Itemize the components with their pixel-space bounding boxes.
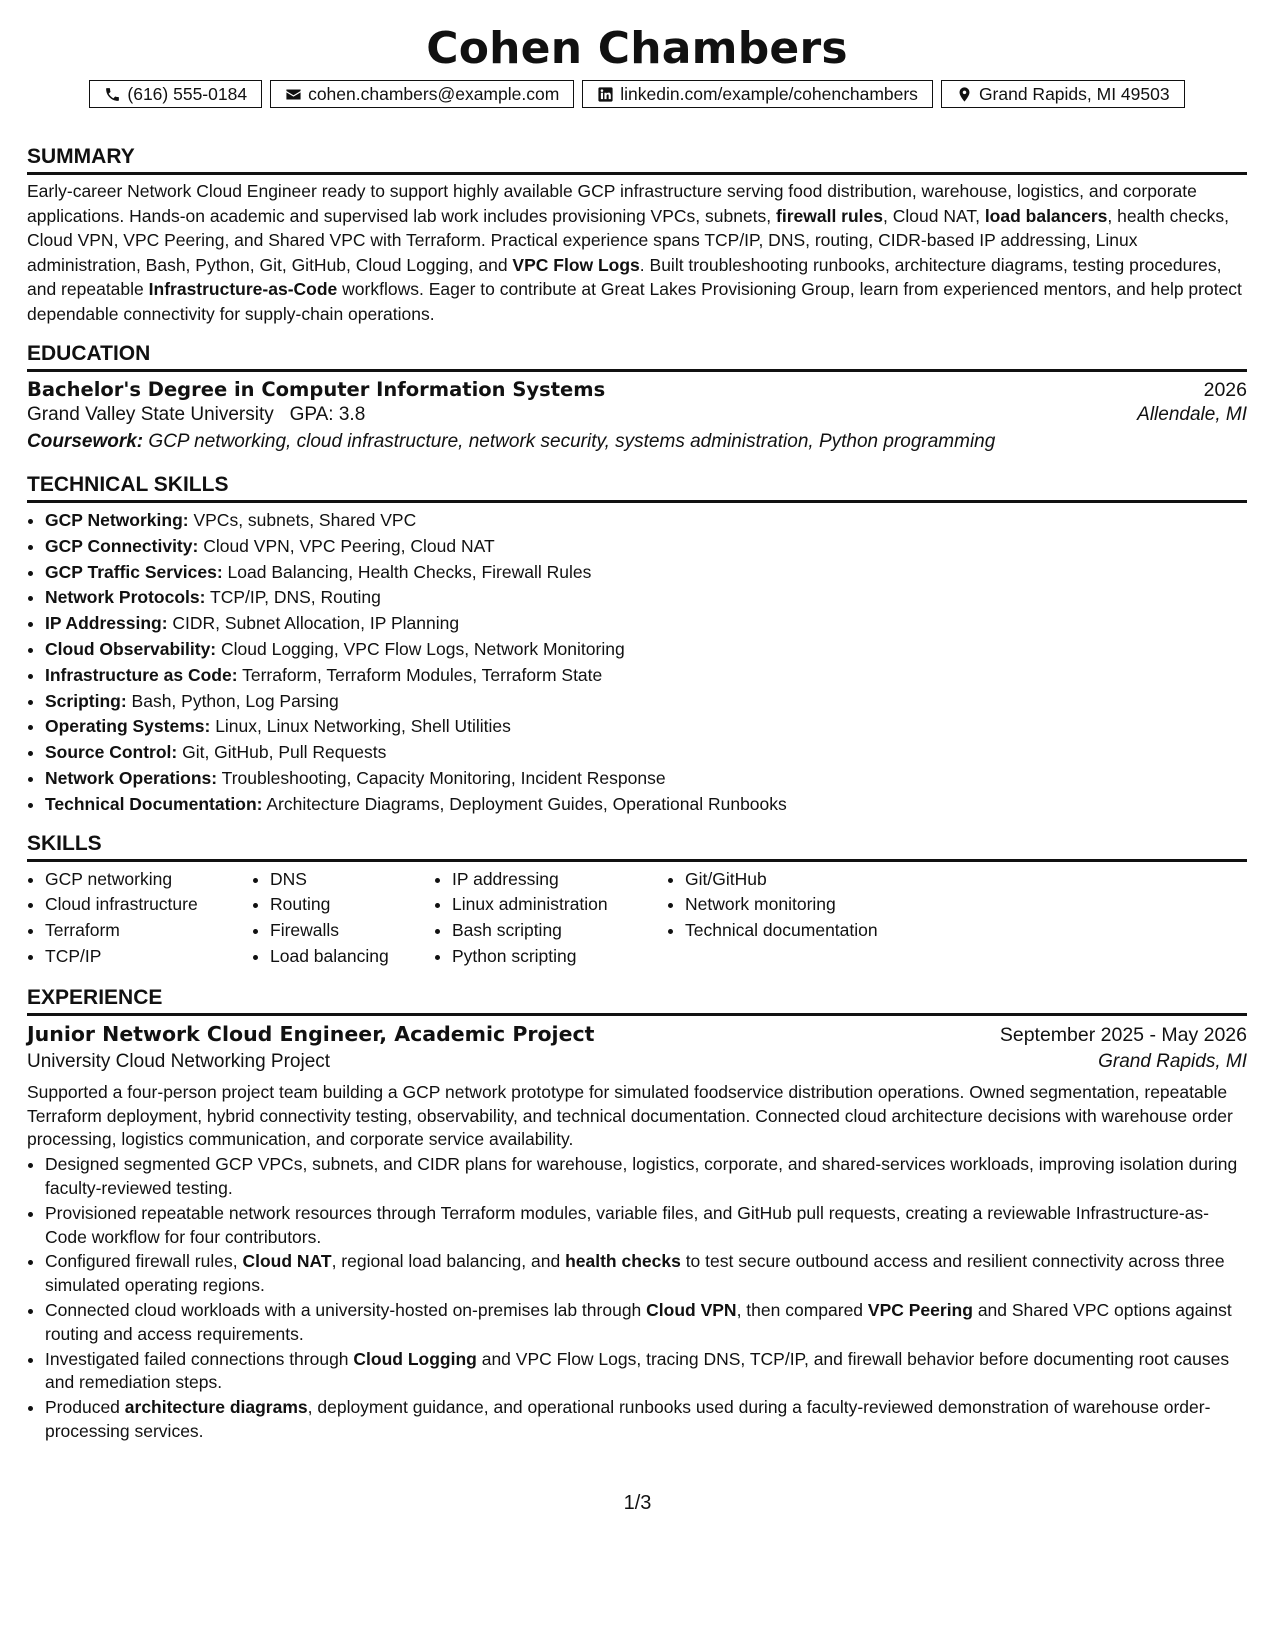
experience-description: Supported a four-person project team building a GCP network prototype for simulated foodservice distribution operations. Owned segmentation, repeatable Terraform deployment, hybrid connectivity testing, observability, and technical documentation. Connected cloud architecture decisions with warehouse order processing, logistics communication, and corporate service availability. [27, 1081, 1233, 1150]
list-item: • Cloud infrastructure [45, 892, 252, 918]
list-item: • GCP Connectivity: Cloud VPN, VPC Peering, Cloud NAT [45, 534, 1247, 560]
section-heading-experience: EXPERIENCE [27, 985, 1247, 1016]
list-item: • Linux administration [452, 892, 667, 918]
page-number: 1/3 [623, 1492, 652, 1514]
list-item: • Routing [270, 892, 434, 918]
technical-skills-section [27, 472, 1247, 818]
location-text: Grand Rapids, MI 49503 [978, 83, 1170, 104]
summary-section [27, 144, 1247, 326]
school-location: Allendale, MI [1137, 404, 1247, 425]
linkedin-text: linkedin.com/example/cohenchambers [620, 83, 918, 104]
linkedin-icon [597, 86, 614, 103]
list-item: • Designed segmented GCP VPCs, subnets, and CIDR plans for warehouse, logistics, corporate, and shared-services workloads, improving isolation during faculty-reviewed testing. [45, 1153, 1247, 1201]
list-item: • Infrastructure as Code: Terraform, Terraform Modules, Terraform State [45, 663, 1247, 689]
map-pin-icon [956, 86, 973, 103]
section-heading-summary: SUMMARY [27, 144, 1247, 175]
list-item: • Python scripting [452, 944, 667, 970]
list-item: • IP Addressing: CIDR, Subnet Allocation, IP Planning [45, 611, 1247, 637]
section-heading-technical-skills: TECHNICAL SKILLS [27, 472, 1247, 503]
list-item: • TCP/IP [45, 944, 252, 970]
list-item: • GCP Traffic Services: Load Balancing, Health Checks, Firewall Rules [45, 560, 1247, 586]
list-item: • Bash scripting [452, 918, 667, 944]
list-item: • Technical Documentation: Architecture Diagrams, Deployment Guides, Operational Runbooks [45, 792, 1247, 818]
coursework: Coursework: GCP networking, cloud infrastructure, network security, systems administration, Python programming [27, 431, 996, 452]
list-item: • Operating Systems: Linux, Linux Networking, Shell Utilities [45, 714, 1247, 740]
list-item: • Technical documentation [685, 918, 945, 944]
education-section [27, 341, 1247, 453]
list-item: • Cloud Observability: Cloud Logging, VPC Flow Logs, Network Monitoring [45, 637, 1247, 663]
experience-bullets [27, 1153, 1247, 1444]
skills-column-2 [252, 867, 434, 970]
envelope-icon [285, 86, 302, 103]
graduation-year: 2026 [1203, 379, 1247, 401]
job-title: Junior Network Cloud Engineer, Academic Project [27, 1021, 595, 1046]
list-item: • Provisioned repeatable network resources through Terraform modules, variable files, and GitHub pull requests, creating a reviewable Infrastructure-as-Code workflow for four contributors. [45, 1202, 1247, 1250]
candidate-name: Cohen Chambers [426, 23, 848, 74]
phone-text: (616) 555-0184 [127, 83, 248, 104]
list-item: • Produced architecture diagrams, deployment guidance, and operational runbooks used during a faculty-reviewed demonstration of warehouse order-processing services. [45, 1396, 1247, 1444]
section-heading-skills: SKILLS [27, 831, 1247, 862]
contact-bar [27, 80, 1247, 108]
list-item: • Configured firewall rules, Cloud NAT, regional load balancing, and health checks to test secure outbound access and resilient connectivity across three simulated operating regions. [45, 1250, 1247, 1298]
list-item: • DNS [270, 867, 434, 893]
list-item: • Network Operations: Troubleshooting, Capacity Monitoring, Incident Response [45, 766, 1247, 792]
list-item: • Git/GitHub [685, 867, 945, 893]
skills-section [27, 831, 1247, 970]
contact-phone[interactable] [89, 80, 262, 108]
education-school-row [27, 404, 1247, 426]
skills-column-1 [27, 867, 252, 970]
list-item: • Investigated failed connections through Cloud Logging and VPC Flow Logs, tracing DNS, TCP/IP, and firewall behavior before documenting root causes and remediation steps. [45, 1348, 1247, 1396]
contact-email[interactable] [270, 80, 574, 108]
skills-grid [27, 867, 1247, 970]
contact-linkedin[interactable] [582, 80, 933, 108]
contact-location[interactable] [941, 80, 1185, 108]
skills-column-3 [434, 867, 667, 970]
technical-skills-list [27, 508, 1247, 818]
job-dates: September 2025 - May 2026 [999, 1023, 1247, 1046]
list-item: • Source Control: Git, GitHub, Pull Requests [45, 740, 1247, 766]
list-item: • Load balancing [270, 944, 434, 970]
degree-title: Bachelor's Degree in Computer Information Systems [27, 378, 606, 401]
gpa: GPA: 3.8 [289, 404, 366, 425]
experience-section [27, 985, 1247, 1444]
list-item: • GCP networking [45, 867, 252, 893]
email-text: cohen.chambers@example.com [308, 83, 560, 104]
phone-icon [104, 86, 121, 103]
summary-text: Early-career Network Cloud Engineer ready to support highly available GCP infrastructure serving food distribution, warehouse, logistics, and corporate applications. Hands-on academic and supervised lab work includes provisioning VPCs, subnets, firewall rules, Cloud NAT, load balancers, health checks, Cloud VPN, VPC Peering, and Shared VPC with Terraform. Practical experience spans TCP/IP, DNS, routing, CIDR-based IP addressing, Linux administration, Bash, Python, Git, GitHub, Cloud Logging, and VPC Flow Logs. Built troubleshooting runbooks, architecture diagrams, testing procedures, and repeatable Infrastructure-as-Code workflows. Eager to contribute at Great Lakes Provisioning Group, learn from experienced mentors, and help protect dependable connectivity for supply-chain operations. [27, 181, 1242, 324]
list-item: • Scripting: Bash, Python, Log Parsing [45, 689, 1247, 715]
experience-org-row [27, 1051, 1247, 1073]
experience-title-row [27, 1022, 1247, 1047]
skills-column-4 [667, 867, 945, 970]
list-item: • Network Protocols: TCP/IP, DNS, Routing [45, 585, 1247, 611]
section-heading-education: EDUCATION [27, 341, 1247, 372]
education-degree-row [27, 378, 1247, 402]
school-name: Grand Valley State University GPA: 3.8 [27, 404, 366, 425]
list-item: • Network monitoring [685, 892, 945, 918]
list-item: • Connected cloud workloads with a university-hosted on-premises lab through Cloud VPN, then compared VPC Peering and Shared VPC options against routing and access requirements. [45, 1299, 1247, 1347]
list-item: • Terraform [45, 918, 252, 944]
list-item: • Firewalls [270, 918, 434, 944]
organization: University Cloud Networking Project [27, 1050, 331, 1072]
job-location: Grand Rapids, MI [1098, 1050, 1247, 1072]
list-item: • IP addressing [452, 867, 667, 893]
list-item: • GCP Networking: VPCs, subnets, Shared VPC [45, 508, 1247, 534]
